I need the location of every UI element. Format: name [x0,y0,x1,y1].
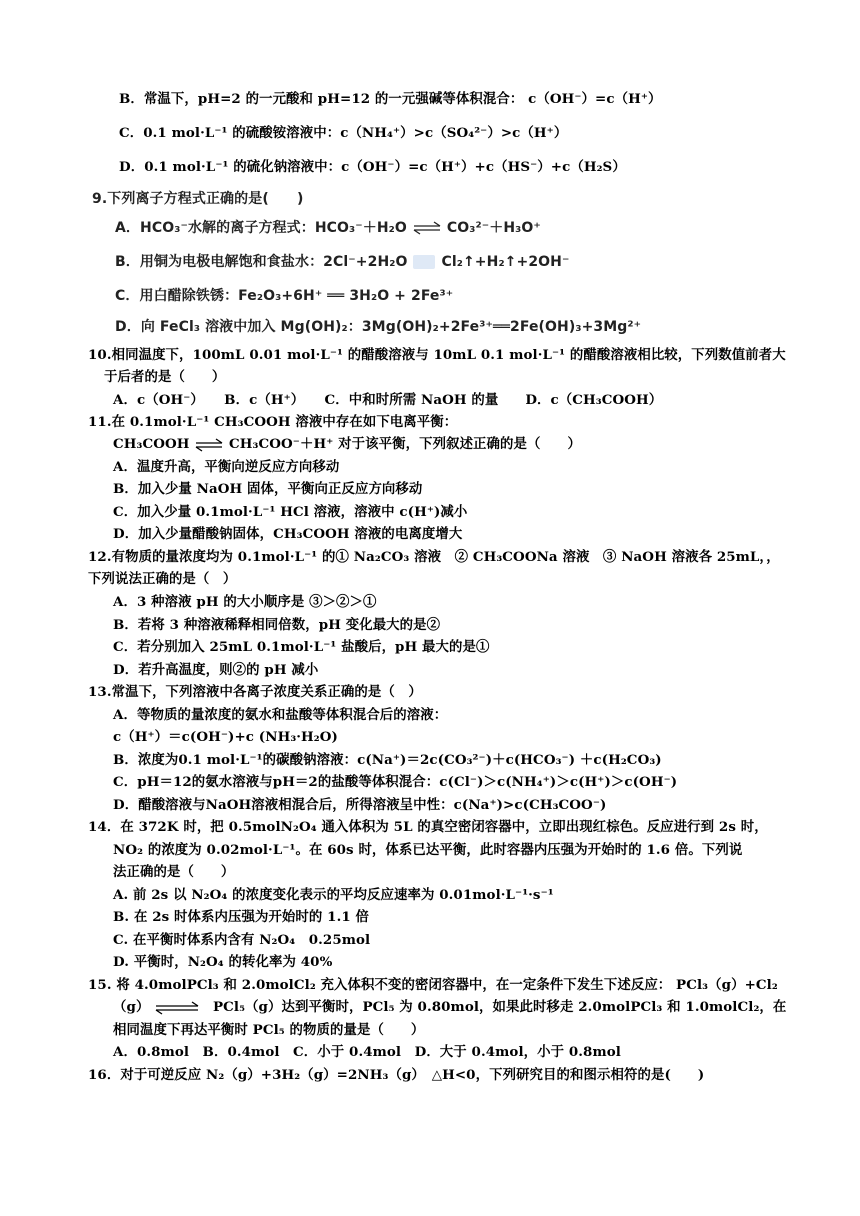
q11-option-a: A．温度升高，平衡向逆反应方向移动 [113,459,340,475]
q13-option-c: C．pH＝12的氨水溶液与pH＝2的盐酸等体积混合：c(Cl⁻)＞c(NH₄⁺)＞c(H⁺)＞c(OH⁻) [113,774,678,790]
q16-stem: 16．对于可逆反应 N₂（g）+3H₂（g）=2NH₃（g） △H<0，下列研究目的和图示相符的是( ) [88,1067,705,1083]
q9-option-a-right: CO₃²⁻＋H₃O⁺ [446,220,541,236]
q14-stem-cont: NO₂ 的浓度为 0.02mol·L⁻¹。在 60s 时，体系已达平衡，此时容器内压强为开始时的 1.6 倍。下列说 [113,842,743,858]
q8-option-c: C．0.1 mol·L⁻¹ 的硫酸铵溶液中：c（NH₄⁺）>c（SO₄²⁻）>c（H⁺） [119,125,568,141]
q12-stem: 12.有物质的量浓度均为 0.1mol·L⁻¹ 的① Na₂CO₃ 溶液 ② CH₃COONa 溶液 ③ NaOH 溶液各 25mL，， [88,549,780,565]
q10-stem: 10.相同温度下，100mL 0.01 mol·L⁻¹ 的醋酸溶液与 10mL 0.1 mol·L⁻¹ 的醋酸溶液相比较，下列数值前者大 [88,347,786,363]
q15-stem-cont [113,998,786,1016]
q12-option-a: A．3 种溶液 pH 的大小顺序是 ③＞②＞① [113,594,377,610]
q11-option-b: B．加入少量 NaOH 固体，平衡向正反应方向移动 [113,481,423,497]
q10-options: A．c（OH⁻） B．c（H⁺） C．中和时所需 NaOH 的量 D．c（CH₃COOH） [113,392,663,408]
q14-stem-cont2: 法正确的是（ ） [113,864,235,880]
q13-stem: 13.常温下，下列溶液中各离子浓度关系正确的是（ ） [88,684,422,700]
q12-stem-cont: 下列说法正确的是（ ） [88,571,237,587]
q14-option-d: D. 平衡时，N₂O₄ 的转化率为 40% [113,954,333,970]
q9-option-b [115,253,570,271]
q11-equation [113,435,581,453]
q13-option-d: D．醋酸溶液与NaOH溶液相混合后，所得溶液呈中性：c(Na⁺)>c(CH₃COO⁻) [113,797,607,813]
q15-stem-rest: PCl₅（g）达到平衡时，PCl₅ 为 0.80mol，如果此时移走 2.0molPCl₃ 和 1.0molCl₂，在 [212,999,787,1015]
q15-stem: 15. 将 4.0molPCl₃ 和 2.0molCl₂ 充入体积不变的密闭容器中，在一定条件下发生下述反应： PCl₃（g）+Cl₂ [88,977,778,993]
equilibrium-arrow-icon [194,438,224,452]
q13-option-a: A．等物质的量浓度的氨水和盐酸等体积混合后的溶液： [113,707,448,723]
q9-stem: 9.下列离子方程式正确的是( ) [92,191,304,207]
equilibrium-arrow-icon [412,221,442,235]
q9-option-a-left: A．HCO₃⁻水解的离子方程式：HCO₃⁻＋H₂O [115,220,407,236]
q14-option-a: A. 前 2s 以 N₂O₄ 的浓度变化表示的平均反应速率为 0.01mol·L⁻¹·s⁻¹ [113,887,554,903]
q13-option-a-formula: c（H⁺）＝c(OH⁻)+c (NH₃·H₂O) [113,729,338,745]
q12-option-c: C．若分别加入 25mL 0.1mol·L⁻¹ 盐酸后，pH 最大的是① [113,639,490,655]
q9-option-d: D．向 FeCl₃ 溶液中加入 Mg(OH)₂：3Mg(OH)₂+2Fe³⁺══2Fe(OH)₃+3Mg²⁺ [115,319,642,335]
q12-option-b: B．若将 3 种溶液稀释相同倍数，pH 变化最大的是② [113,617,441,633]
q15-gas-state: （g） [113,999,150,1015]
q11-eq-left: CH₃COOH [113,436,190,452]
q11-eq-right: CH₃COO⁻＋H⁺ 对于该平衡，下列叙述正确的是（ ） [229,436,581,452]
equilibrium-arrow-icon [154,1001,200,1015]
q14-option-c: C. 在平衡时体系内含有 N₂O₄ 0.25mol [113,932,371,948]
q10-stem-cont: 于后者的是（ ） [104,369,226,385]
q9-option-b-left: B．用铜为电极电解饱和食盐水：2Cl⁻+2H₂O [115,254,408,270]
q11-stem: 11.在 0.1mol·L⁻¹ CH₃COOH 溶液中存在如下电离平衡： [88,414,458,430]
q14-option-b: B. 在 2s 时体系内压强为开始时的 1.1 倍 [113,909,370,925]
q13-option-b: B．浓度为0.1 mol·L⁻¹的碳酸钠溶液：c(Na⁺)＝2c(CO₃²⁻)＋c(HCO₃⁻) ＋c(H₂CO₃) [113,752,662,768]
q15-stem-cont2: 相同温度下再达平衡时 PCl₅ 的物质的量是（ ） [113,1022,425,1038]
electrolysis-condition-icon [413,255,435,269]
q9-option-a [115,219,541,237]
q11-option-c: C．加入少量 0.1mol·L⁻¹ HCl 溶液，溶液中 c(H⁺)减小 [113,504,468,520]
q9-option-c: C．用白醋除铁锈：Fe₂O₃+6H⁺ ══ 3H₂O + 2Fe³⁺ [115,288,454,304]
q9-option-b-right: Cl₂↑+H₂↑+2OH⁻ [441,254,570,270]
q15-options: A．0.8mol B．0.4mol C．小于 0.4mol D．大于 0.4mol，小于 0.8mol [113,1044,621,1060]
q12-option-d: D．若升高温度，则②的 pH 减小 [113,662,319,678]
q8-option-d: D．0.1 mol·L⁻¹ 的硫化钠溶液中：c（OH⁻）=c（H⁺）+c（HS⁻）+c（H₂S） [119,159,626,175]
q11-option-d: D．加入少量醋酸钠固体，CH₃COOH 溶液的电离度增大 [113,526,463,542]
q14-stem: 14．在 372K 时，把 0.5molN₂O₄ 通入体积为 5L 的真空密闭容器中，立即出现红棕色。反应进行到 2s 时， [88,819,768,835]
q8-option-b: B．常温下，pH=2 的一元酸和 pH=12 的一元强碱等体积混合： c（OH⁻）=c（H⁺） [119,91,662,107]
